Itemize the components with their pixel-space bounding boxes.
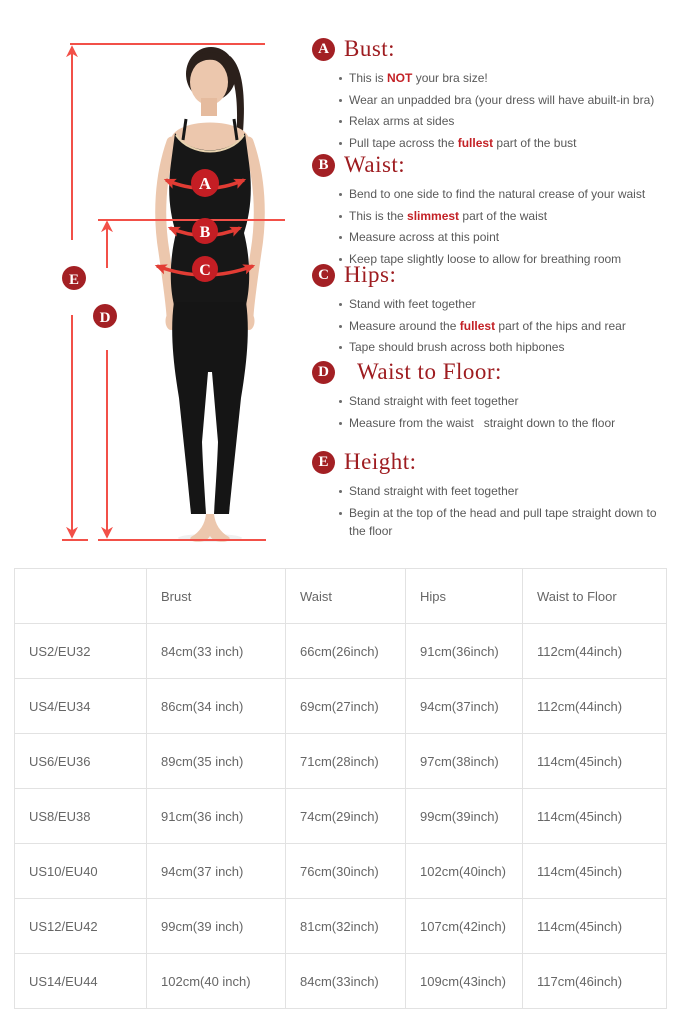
section-letter-badge: C: [312, 264, 335, 287]
size-cell: 86cm(34 inch): [147, 679, 286, 734]
instruction-section-d: [312, 359, 668, 435]
size-cell: 117cm(46inch): [523, 954, 667, 1009]
instruction-bullet: Wear an unpadded bra (your dress will have abuilt-in bra): [338, 91, 668, 110]
size-cell: 94cm(37 inch): [147, 844, 286, 899]
instruction-bullet: Measure across at this point: [338, 228, 668, 247]
column-header: [15, 569, 147, 624]
instruction-bullet: This is NOT your bra size!: [338, 69, 668, 88]
size-cell: 74cm(29inch): [286, 789, 406, 844]
instruction-bullet: Relax arms at sides: [338, 112, 668, 131]
section-letter-badge: D: [312, 361, 335, 384]
column-header: Hips: [406, 569, 523, 624]
instruction-section-b: [312, 152, 668, 271]
size-label: US2/EU32: [15, 624, 147, 679]
size-cell: 91cm(36 inch): [147, 789, 286, 844]
section-title: Waist to Floor:: [357, 359, 502, 384]
size-cell: 114cm(45inch): [523, 734, 667, 789]
size-cell: 107cm(42inch): [406, 899, 523, 954]
size-cell: 66cm(26inch): [286, 624, 406, 679]
size-cell: 114cm(45inch): [523, 844, 667, 899]
instruction-bullet: Bend to one side to find the natural crease of your waist: [338, 185, 668, 204]
size-cell: 81cm(32inch): [286, 899, 406, 954]
size-cell: 76cm(30inch): [286, 844, 406, 899]
instruction-bullet: Keep tape slightly loose to allow for breathing room: [338, 250, 668, 269]
size-label: US14/EU44: [15, 954, 147, 1009]
waist-badge-letter: B: [199, 224, 211, 241]
size-cell: 112cm(44inch): [523, 679, 667, 734]
section-title: Waist:: [344, 152, 406, 177]
size-cell: 71cm(28inch): [286, 734, 406, 789]
instruction-section-e: [312, 449, 668, 544]
size-cell: 91cm(36inch): [406, 624, 523, 679]
size-cell: 99cm(39inch): [406, 789, 523, 844]
instruction-bullet: Measure around the fullest part of the hips and rear: [338, 317, 668, 336]
size-cell: 99cm(39 inch): [147, 899, 286, 954]
instruction-bullet: Stand with feet together: [338, 295, 668, 314]
section-title: Bust:: [344, 36, 396, 61]
size-cell: 97cm(38inch): [406, 734, 523, 789]
table-row: [15, 954, 667, 1009]
size-chart-table: [14, 568, 667, 1009]
size-cell: 114cm(45inch): [523, 899, 667, 954]
size-cell: 102cm(40inch): [406, 844, 523, 899]
instruction-bullet: Measure from the waist straight down to the floor: [338, 414, 668, 433]
waist-to-floor-badge-letter: D: [99, 310, 111, 326]
section-title: Height:: [344, 449, 417, 474]
size-cell: 114cm(45inch): [523, 789, 667, 844]
instruction-section-a: [312, 36, 668, 155]
size-cell: 84cm(33inch): [286, 954, 406, 1009]
hips-badge-letter: C: [199, 262, 211, 279]
size-label: US8/EU38: [15, 789, 147, 844]
section-title: Hips:: [344, 262, 397, 287]
measurement-diagram: [0, 0, 312, 568]
size-cell: 69cm(27inch): [286, 679, 406, 734]
size-label: US6/EU36: [15, 734, 147, 789]
table-header-row: [15, 569, 667, 624]
size-label: US12/EU42: [15, 899, 147, 954]
section-letter-badge: A: [312, 38, 335, 61]
table-row: [15, 734, 667, 789]
instruction-bullet: Stand straight with feet together: [338, 482, 668, 501]
model-illustration: [161, 47, 260, 542]
table-row: [15, 789, 667, 844]
size-label: US10/EU40: [15, 844, 147, 899]
size-cell: 94cm(37inch): [406, 679, 523, 734]
size-table: [14, 568, 666, 1009]
size-cell: 89cm(35 inch): [147, 734, 286, 789]
instruction-bullet: Begin at the top of the head and pull tape straight down to the floor: [338, 504, 668, 541]
measurement-figure: [0, 0, 312, 568]
bust-badge-letter: A: [198, 174, 212, 193]
height-badge-letter: E: [68, 272, 80, 288]
measurement-instructions: [312, 0, 672, 568]
size-label: US4/EU34: [15, 679, 147, 734]
size-cell: 109cm(43inch): [406, 954, 523, 1009]
size-cell: 102cm(40 inch): [147, 954, 286, 1009]
table-row: [15, 899, 667, 954]
column-header: Waist: [286, 569, 406, 624]
table-row: [15, 624, 667, 679]
size-cell: 84cm(33 inch): [147, 624, 286, 679]
size-cell: 112cm(44inch): [523, 624, 667, 679]
section-letter-badge: E: [312, 451, 335, 474]
table-row: [15, 679, 667, 734]
section-letter-badge: B: [312, 154, 335, 177]
instruction-section-c: [312, 262, 668, 360]
column-header: Waist to Floor: [523, 569, 667, 624]
instruction-bullet: Pull tape across the fullest part of the bust: [338, 134, 668, 153]
instruction-bullet: Tape should brush across both hipbones: [338, 338, 668, 357]
table-row: [15, 844, 667, 899]
instruction-bullet: Stand straight with feet together: [338, 392, 668, 411]
instruction-bullet: This is the slimmest part of the waist: [338, 207, 668, 226]
column-header: Brust: [147, 569, 286, 624]
